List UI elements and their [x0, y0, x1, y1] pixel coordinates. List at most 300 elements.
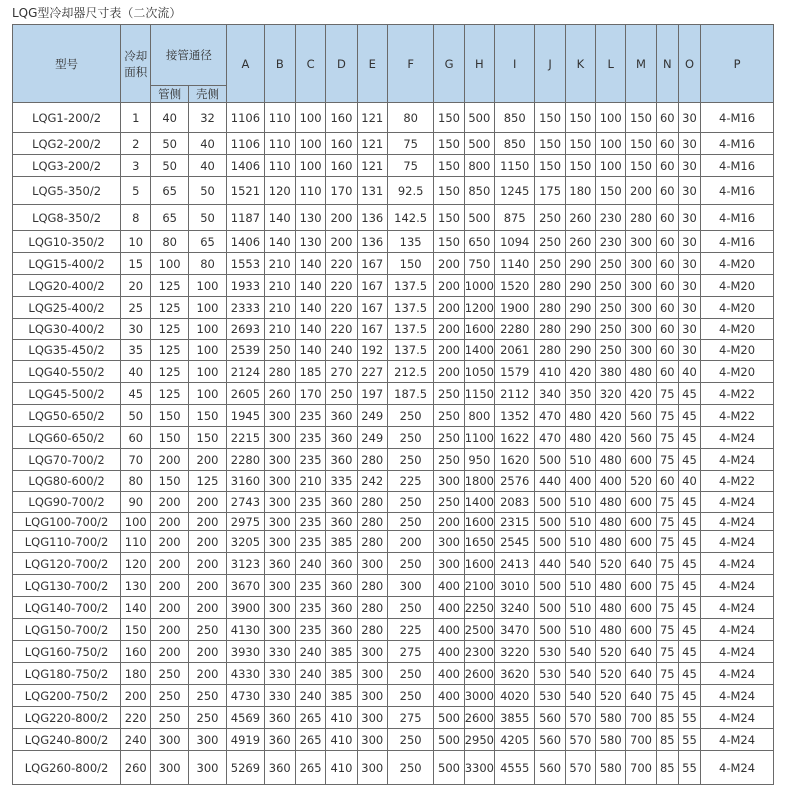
model-cell: LQG30-400/2 [13, 319, 121, 340]
table-cell: 75 [656, 685, 678, 707]
table-cell: 235 [295, 405, 325, 427]
table-body [13, 103, 774, 785]
table-cell: 400 [434, 663, 464, 685]
table-cell: 410 [326, 729, 357, 751]
table-cell: 80 [188, 253, 226, 275]
table-cell: 2215 [227, 427, 264, 449]
table-cell: 45 [678, 663, 700, 685]
table-cell: 280 [357, 531, 387, 553]
table-cell: 140 [295, 253, 325, 275]
table-cell: 700 [626, 751, 656, 785]
table-cell: 250 [387, 663, 433, 685]
table-cell: 1521 [227, 177, 264, 205]
table-cell: 300 [151, 751, 188, 785]
table-cell: 100 [596, 155, 626, 177]
table-cell: 470 [535, 427, 565, 449]
table-cell: 142.5 [387, 205, 433, 231]
table-row [13, 205, 774, 231]
table-cell: 125 [151, 319, 188, 340]
table-cell: 4-M20 [701, 297, 774, 319]
model-cell: LQG110-700/2 [13, 531, 121, 553]
table-cell: 300 [264, 531, 295, 553]
table-row [13, 641, 774, 663]
table-cell: 385 [326, 685, 357, 707]
table-cell: 200 [434, 340, 464, 361]
table-cell: 250 [596, 319, 626, 340]
table-row [13, 253, 774, 275]
table-cell: 1400 [464, 340, 494, 361]
table-cell: 265 [295, 751, 325, 785]
table-cell: 40 [121, 361, 151, 383]
model-cell: LQG45-500/2 [13, 383, 121, 405]
header-dim-p: P [701, 25, 774, 103]
table-cell: 2315 [495, 513, 535, 531]
table-cell: 4330 [227, 663, 264, 685]
table-cell: 135 [387, 231, 433, 253]
table-cell: 200 [387, 531, 433, 553]
table-cell: 510 [565, 513, 595, 531]
table-cell: 212.5 [387, 361, 433, 383]
table-cell: 580 [596, 729, 626, 751]
table-cell: 250 [434, 405, 464, 427]
table-cell: 121 [357, 155, 387, 177]
table-cell: 45 [678, 553, 700, 575]
table-cell: 235 [295, 619, 325, 641]
table-cell: 85 [656, 751, 678, 785]
table-cell: 150 [188, 427, 226, 449]
table-cell: 20 [121, 275, 151, 297]
table-cell: 560 [626, 427, 656, 449]
table-cell: 200 [188, 553, 226, 575]
table-cell: 4-M24 [701, 449, 774, 471]
table-cell: 150 [387, 253, 433, 275]
table-cell: 300 [188, 729, 226, 751]
table-cell: 520 [596, 553, 626, 575]
table-cell: 220 [326, 319, 357, 340]
table-cell: 220 [326, 297, 357, 319]
model-cell: LQG120-700/2 [13, 553, 121, 575]
table-cell: 300 [357, 641, 387, 663]
table-row [13, 707, 774, 729]
table-cell: 540 [565, 685, 595, 707]
table-row [13, 471, 774, 492]
table-cell: 250 [387, 449, 433, 471]
header-dim-g: G [434, 25, 464, 103]
table-cell: 85 [656, 707, 678, 729]
table-cell: 580 [596, 707, 626, 729]
table-cell: 60 [656, 340, 678, 361]
table-cell: 30 [678, 319, 700, 340]
header-dim-i: I [495, 25, 535, 103]
table-cell: 200 [151, 449, 188, 471]
table-cell: 60 [656, 297, 678, 319]
table-cell: 480 [596, 531, 626, 553]
table-cell: 210 [264, 297, 295, 319]
table-cell: 300 [264, 619, 295, 641]
table-cell: 250 [326, 383, 357, 405]
table-cell: 250 [387, 553, 433, 575]
table-cell: 750 [464, 253, 494, 275]
table-cell: 3205 [227, 531, 264, 553]
table-row [13, 319, 774, 340]
table-cell: 85 [656, 729, 678, 751]
table-cell: 540 [565, 663, 595, 685]
table-cell: 250 [387, 427, 433, 449]
table-cell: 385 [326, 641, 357, 663]
table-cell: 110 [264, 103, 295, 133]
table-cell: 130 [295, 231, 325, 253]
table-cell: 500 [434, 729, 464, 751]
table-cell: 210 [264, 275, 295, 297]
table-cell: 400 [434, 685, 464, 707]
table-cell: 250 [434, 492, 464, 513]
table-cell: 30 [678, 133, 700, 155]
table-cell: 100 [295, 103, 325, 133]
table-cell: 500 [535, 597, 565, 619]
table-cell: 1620 [495, 449, 535, 471]
table-cell: 400 [434, 597, 464, 619]
table-cell: 600 [626, 575, 656, 597]
table-cell: 150 [535, 133, 565, 155]
table-cell: 30 [678, 340, 700, 361]
model-cell: LQG260-800/2 [13, 751, 121, 785]
table-cell: 280 [357, 575, 387, 597]
table-cell: 136 [357, 231, 387, 253]
table-cell: 140 [264, 231, 295, 253]
table-cell: 1553 [227, 253, 264, 275]
table-cell: 360 [326, 619, 357, 641]
table-cell: 2280 [227, 449, 264, 471]
table-cell: 150 [565, 103, 595, 133]
table-cell: 50 [188, 205, 226, 231]
table-cell: 640 [626, 553, 656, 575]
table-row [13, 405, 774, 427]
table-cell: 250 [535, 253, 565, 275]
table-cell: 530 [535, 641, 565, 663]
table-cell: 75 [656, 449, 678, 471]
table-cell: 137.5 [387, 319, 433, 340]
table-cell: 2061 [495, 340, 535, 361]
table-cell: 150 [434, 133, 464, 155]
table-cell: 200 [151, 575, 188, 597]
table-cell: 75 [656, 427, 678, 449]
table-cell: 200 [188, 575, 226, 597]
table-cell: 260 [565, 231, 595, 253]
table-cell: 520 [596, 641, 626, 663]
table-cell: 150 [535, 103, 565, 133]
table-cell: 250 [596, 275, 626, 297]
table-cell: 4-M20 [701, 361, 774, 383]
table-cell: 150 [626, 103, 656, 133]
table-cell: 4-M24 [701, 685, 774, 707]
model-cell: LQG180-750/2 [13, 663, 121, 685]
table-cell: 410 [326, 707, 357, 729]
header-dim-k: K [565, 25, 595, 103]
table-cell: 40 [678, 471, 700, 492]
table-cell: 800 [464, 405, 494, 427]
table-cell: 330 [264, 641, 295, 663]
table-cell: 235 [295, 531, 325, 553]
table-cell: 2600 [464, 663, 494, 685]
table-cell: 200 [434, 319, 464, 340]
table-cell: 249 [357, 427, 387, 449]
table-cell: 200 [434, 513, 464, 531]
table-cell: 850 [464, 177, 494, 205]
table-row [13, 231, 774, 253]
table-cell: 200 [121, 685, 151, 707]
table-cell: 1579 [495, 361, 535, 383]
table-cell: 4-M20 [701, 275, 774, 297]
table-cell: 2539 [227, 340, 264, 361]
table-cell: 160 [326, 133, 357, 155]
table-row [13, 383, 774, 405]
table-cell: 210 [295, 471, 325, 492]
table-cell: 45 [678, 597, 700, 619]
table-title: LQG型冷却器尺寸表（二次流） [12, 6, 182, 20]
table-cell: 1245 [495, 177, 535, 205]
table-cell: 60 [656, 253, 678, 275]
table-cell: 220 [326, 275, 357, 297]
table-cell: 300 [357, 553, 387, 575]
table-cell: 400 [434, 575, 464, 597]
header-dim-f: F [387, 25, 433, 103]
table-cell: 500 [434, 707, 464, 729]
table-cell: 500 [464, 103, 494, 133]
table-cell: 30 [678, 297, 700, 319]
table-cell: 1000 [464, 275, 494, 297]
table-cell: 4919 [227, 729, 264, 751]
table-cell: 130 [121, 575, 151, 597]
table-cell: 280 [357, 492, 387, 513]
model-cell: LQG130-700/2 [13, 575, 121, 597]
table-cell: 360 [264, 729, 295, 751]
table-cell: 250 [151, 663, 188, 685]
table-cell: 250 [387, 729, 433, 751]
table-cell: 1150 [495, 155, 535, 177]
header-dim-b: B [264, 25, 295, 103]
table-cell: 640 [626, 685, 656, 707]
table-cell: 2576 [495, 471, 535, 492]
table-cell: 35 [121, 340, 151, 361]
table-cell: 150 [596, 177, 626, 205]
table-cell: 200 [151, 553, 188, 575]
table-cell: 75 [656, 383, 678, 405]
table-cell: 75 [387, 133, 433, 155]
table-cell: 160 [121, 641, 151, 663]
table-cell: 4020 [495, 685, 535, 707]
spec-table [12, 24, 774, 785]
table-cell: 150 [535, 155, 565, 177]
model-cell: LQG15-400/2 [13, 253, 121, 275]
table-cell: 2600 [464, 707, 494, 729]
table-cell: 1650 [464, 531, 494, 553]
model-cell: LQG150-700/2 [13, 619, 121, 641]
table-cell: 30 [678, 253, 700, 275]
table-cell: 3855 [495, 707, 535, 729]
table-cell: 100 [188, 361, 226, 383]
table-cell: 75 [656, 513, 678, 531]
table-cell: 5 [121, 177, 151, 205]
table-cell: 60 [656, 471, 678, 492]
table-cell: 1187 [227, 205, 264, 231]
table-cell: 220 [326, 253, 357, 275]
table-cell: 500 [434, 751, 464, 785]
model-cell: LQG35-450/2 [13, 340, 121, 361]
table-cell: 500 [464, 133, 494, 155]
table-cell: 500 [535, 531, 565, 553]
table-cell: 560 [535, 707, 565, 729]
header-dim-e: E [357, 25, 387, 103]
table-cell: 30 [678, 275, 700, 297]
table-cell: 300 [264, 492, 295, 513]
table-cell: 1406 [227, 231, 264, 253]
table-cell: 45 [678, 449, 700, 471]
table-cell: 380 [596, 361, 626, 383]
table-row [13, 663, 774, 685]
table-cell: 180 [565, 177, 595, 205]
table-cell: 400 [434, 641, 464, 663]
table-cell: 1945 [227, 405, 264, 427]
table-cell: 80 [387, 103, 433, 133]
table-cell: 510 [565, 619, 595, 641]
table-cell: 32 [188, 103, 226, 133]
table-cell: 520 [596, 685, 626, 707]
table-cell: 3 [121, 155, 151, 177]
header-dim-a: A [227, 25, 264, 103]
table-cell: 300 [357, 685, 387, 707]
table-cell: 187.5 [387, 383, 433, 405]
table-cell: 950 [464, 449, 494, 471]
table-cell: 240 [295, 553, 325, 575]
table-cell: 280 [264, 361, 295, 383]
model-cell: LQG25-400/2 [13, 297, 121, 319]
model-cell: LQG50-650/2 [13, 405, 121, 427]
table-cell: 250 [434, 427, 464, 449]
table-cell: 60 [656, 177, 678, 205]
table-cell: 300 [264, 597, 295, 619]
table-cell: 4-M24 [701, 427, 774, 449]
table-cell: 4-M20 [701, 340, 774, 361]
table-cell: 235 [295, 575, 325, 597]
table-cell: 250 [387, 751, 433, 785]
header-dim-m: M [626, 25, 656, 103]
table-cell: 30 [678, 205, 700, 231]
table-cell: 210 [264, 319, 295, 340]
table-cell: 185 [295, 361, 325, 383]
table-cell: 60 [656, 155, 678, 177]
table-row [13, 133, 774, 155]
table-cell: 92.5 [387, 177, 433, 205]
model-cell: LQG10-350/2 [13, 231, 121, 253]
table-cell: 360 [326, 575, 357, 597]
table-cell: 55 [678, 729, 700, 751]
table-cell: 200 [188, 641, 226, 663]
table-cell: 275 [387, 641, 433, 663]
header-shell-side: 壳侧 [188, 86, 226, 103]
table-cell: 480 [596, 619, 626, 641]
table-cell: 4-M24 [701, 751, 774, 785]
table-cell: 3000 [464, 685, 494, 707]
table-cell: 90 [121, 492, 151, 513]
table-cell: 3900 [227, 597, 264, 619]
table-cell: 170 [295, 383, 325, 405]
table-cell: 100 [596, 133, 626, 155]
header-dim-h: H [464, 25, 494, 103]
table-cell: 200 [151, 492, 188, 513]
table-cell: 227 [357, 361, 387, 383]
table-cell: 280 [535, 297, 565, 319]
table-cell: 200 [151, 619, 188, 641]
table-cell: 500 [464, 205, 494, 231]
table-cell: 600 [626, 492, 656, 513]
header-pipe-group: 接管通径 [151, 25, 227, 86]
table-cell: 530 [535, 663, 565, 685]
table-cell: 260 [121, 751, 151, 785]
table-cell: 510 [565, 575, 595, 597]
table-cell: 3010 [495, 575, 535, 597]
table-cell: 2124 [227, 361, 264, 383]
table-cell: 125 [151, 361, 188, 383]
table-cell: 100 [188, 340, 226, 361]
table-cell: 280 [357, 449, 387, 471]
table-cell: 265 [295, 707, 325, 729]
table-row [13, 275, 774, 297]
table-row [13, 531, 774, 553]
table-cell: 45 [678, 619, 700, 641]
table-cell: 220 [121, 707, 151, 729]
table-cell: 420 [596, 427, 626, 449]
table-cell: 240 [326, 340, 357, 361]
table-cell: 100 [295, 133, 325, 155]
table-cell: 300 [264, 471, 295, 492]
table-cell: 360 [326, 405, 357, 427]
table-cell: 400 [565, 471, 595, 492]
table-cell: 300 [357, 729, 387, 751]
table-cell: 875 [495, 205, 535, 231]
table-cell: 250 [434, 383, 464, 405]
table-cell: 45 [678, 575, 700, 597]
table-cell: 60 [656, 103, 678, 133]
table-cell: 200 [626, 177, 656, 205]
table-cell: 250 [188, 685, 226, 707]
table-cell: 600 [626, 597, 656, 619]
table-cell: 2100 [464, 575, 494, 597]
table-cell: 500 [535, 575, 565, 597]
table-cell: 3300 [464, 751, 494, 785]
table-cell: 510 [565, 492, 595, 513]
table-cell: 3160 [227, 471, 264, 492]
table-cell: 360 [326, 449, 357, 471]
table-cell: 200 [188, 663, 226, 685]
table-cell: 80 [151, 231, 188, 253]
table-row [13, 103, 774, 133]
model-cell: LQG1-200/2 [13, 103, 121, 133]
table-cell: 4-M24 [701, 729, 774, 751]
table-cell: 150 [434, 155, 464, 177]
table-row [13, 361, 774, 383]
table-cell: 75 [656, 531, 678, 553]
table-cell: 300 [264, 405, 295, 427]
table-cell: 45 [678, 427, 700, 449]
table-cell: 131 [357, 177, 387, 205]
table-cell: 360 [264, 707, 295, 729]
table-cell: 360 [326, 513, 357, 531]
table-cell: 300 [357, 707, 387, 729]
table-cell: 420 [565, 361, 595, 383]
table-cell: 570 [565, 751, 595, 785]
table-cell: 385 [326, 663, 357, 685]
table-cell: 100 [151, 253, 188, 275]
